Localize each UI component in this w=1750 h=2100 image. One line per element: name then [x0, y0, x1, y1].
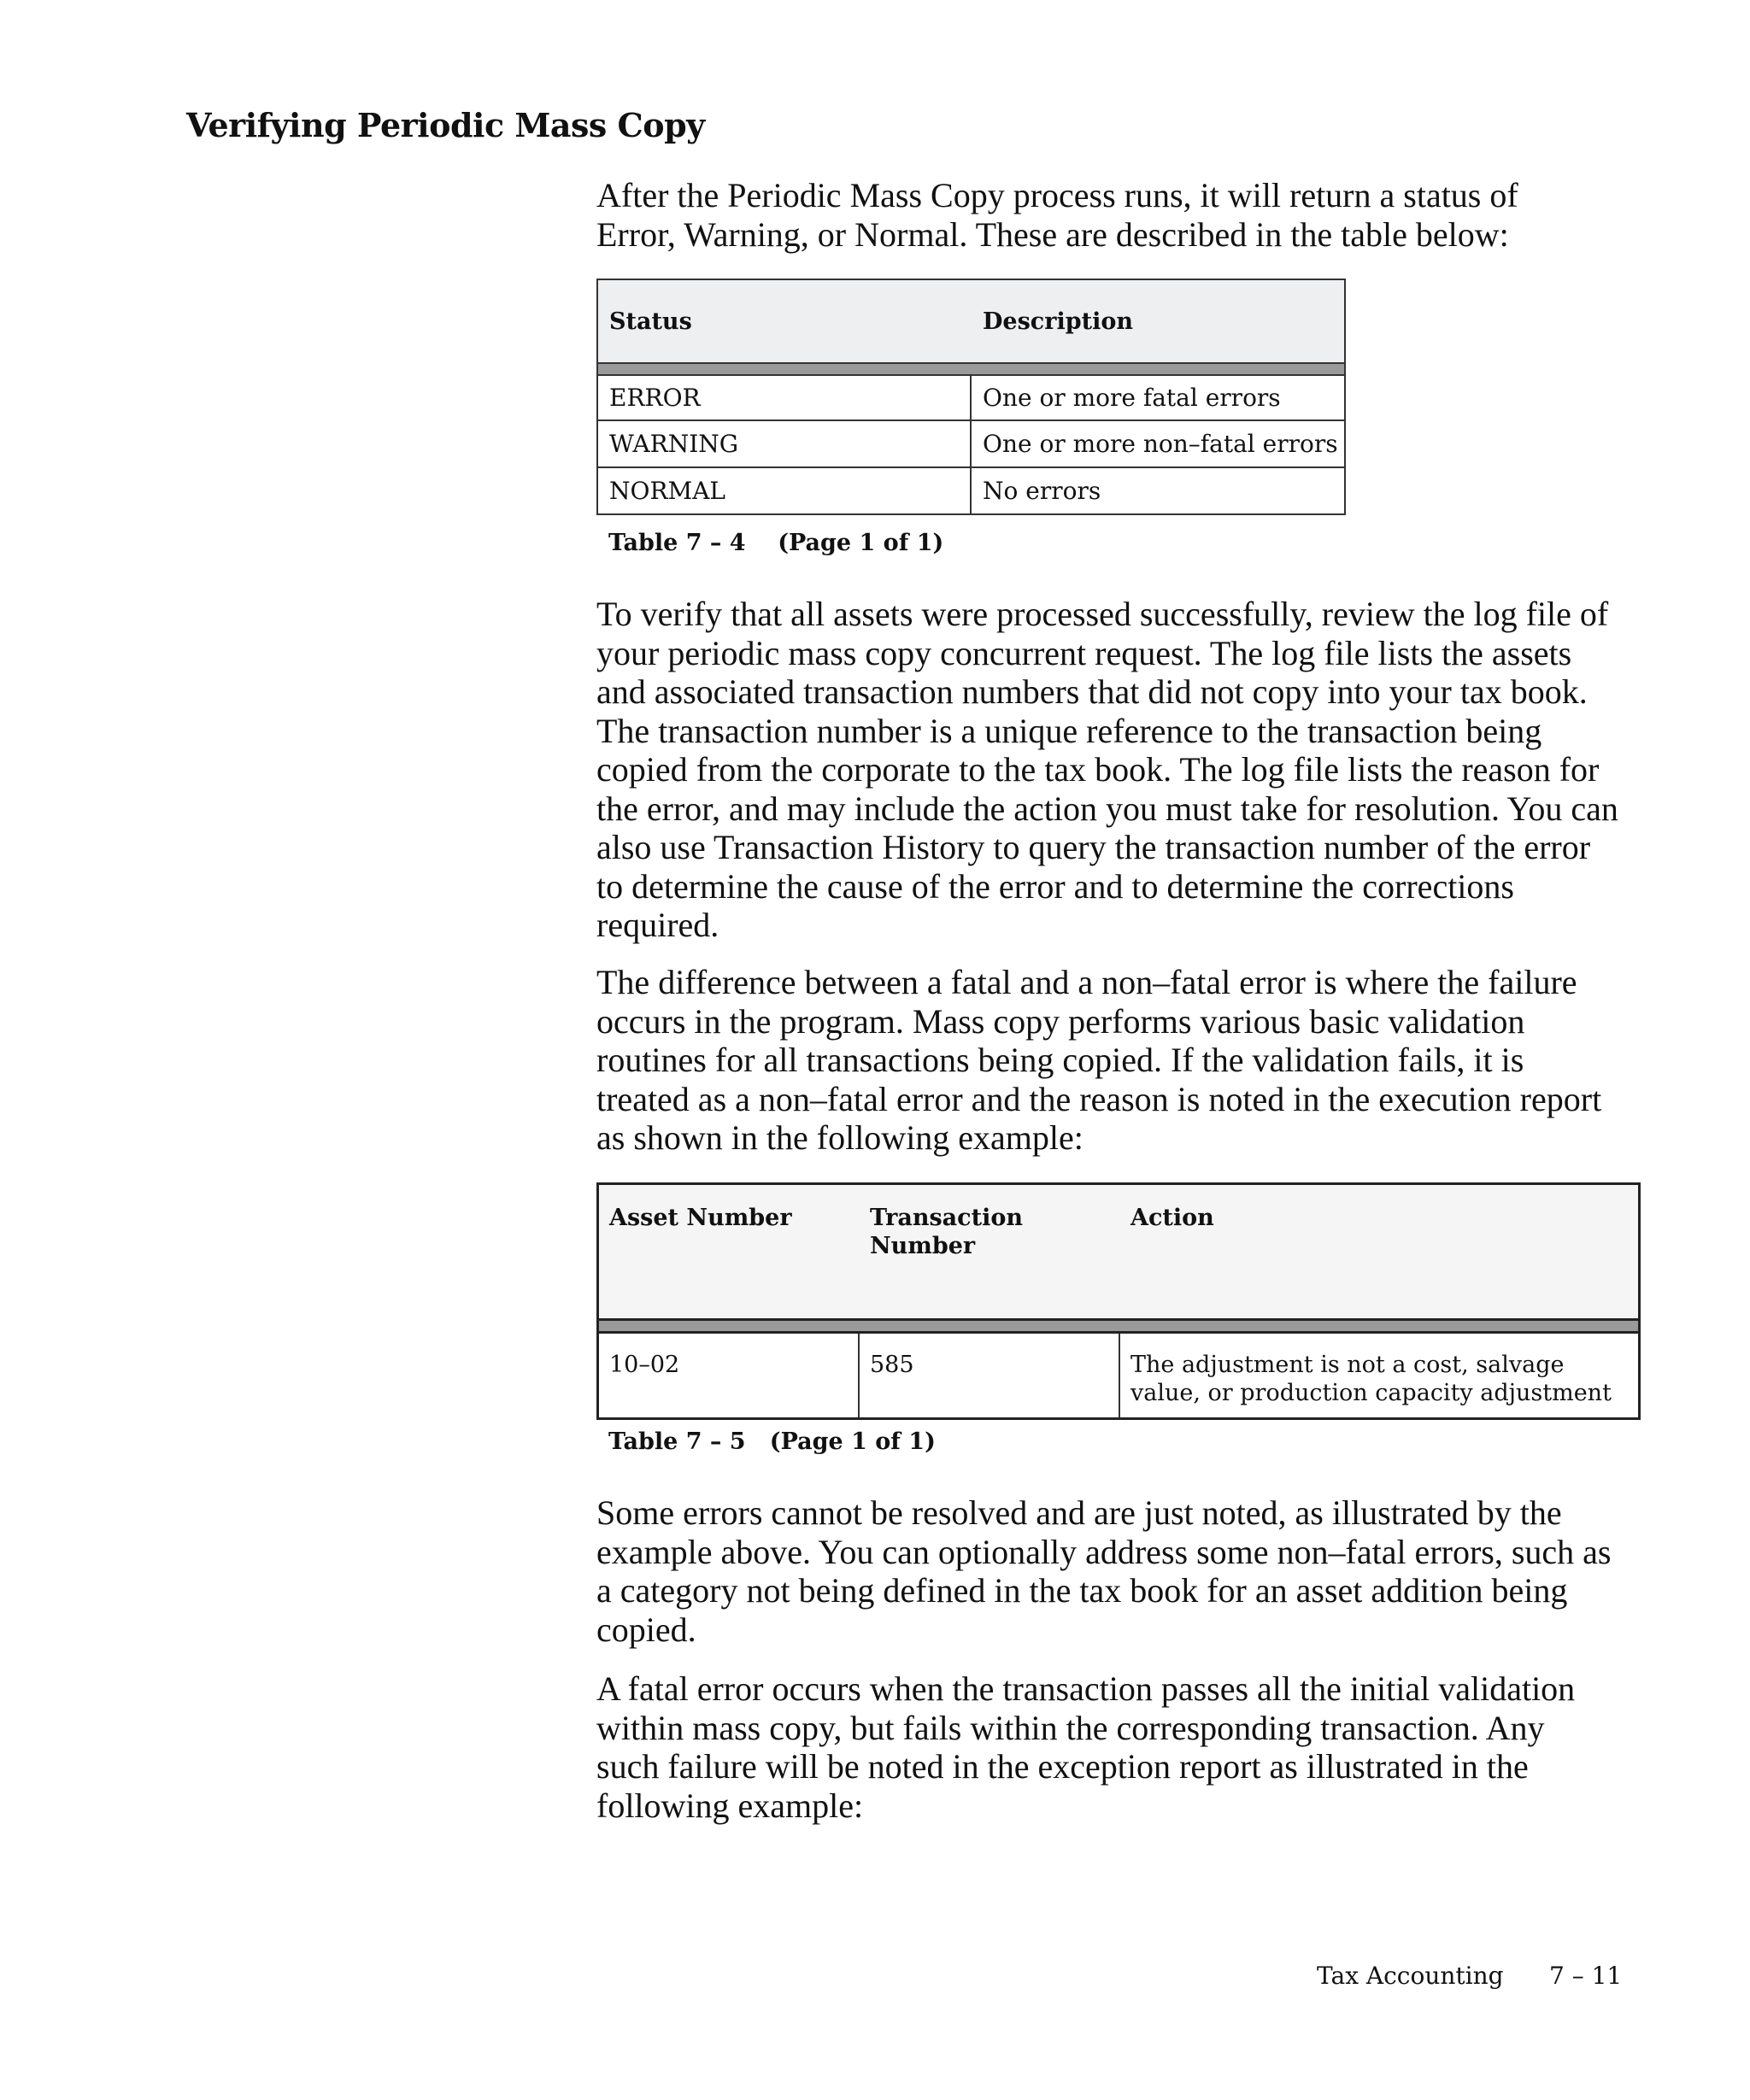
header-status: Status	[609, 308, 692, 335]
footer-page-number: 7 – 11	[1549, 1962, 1623, 1990]
paragraph-text: A fatal error occurs when the transaction passes all the initial validation within mass copy, but fails within the corresponding transaction. Any such failure will be noted in the exception report as illustrated in the following example:	[596, 1669, 1576, 1825]
table-row	[596, 1331, 1641, 1420]
header-transaction-number: Transaction Number	[870, 1205, 1023, 1259]
cell-asset-number: 10–02	[599, 1334, 860, 1417]
cell-transaction-number: 585	[860, 1334, 1120, 1417]
paragraph-intro	[596, 176, 1622, 254]
paragraph-text: The difference between a fatal and a non–fatal error is where the failure occurs in the program. Mass copy performs various basic validation routines for all transactions being copied. If the validation fails, it is treated as a non–fatal error and the reason is noted in the execution report as shown in the following example:	[596, 963, 1602, 1157]
header-description: Description	[983, 308, 1133, 335]
header-divider	[596, 364, 1346, 374]
paragraph-difference	[596, 963, 1622, 1158]
cell-description: No errors	[983, 477, 1101, 505]
paragraph-some-errors	[596, 1493, 1622, 1649]
footer-section: Tax Accounting	[1317, 1962, 1504, 1990]
table-header	[596, 279, 1346, 364]
paragraph-text: Some errors cannot be resolved and are just noted, as illustrated by the example above. You can optionally address some non–fatal errors, such as a category not being defined in the tax book for an asset addition being copied.	[596, 1493, 1612, 1649]
cell-status: ERROR	[598, 376, 972, 419]
cell-status: WARNING	[598, 421, 972, 466]
table-row	[596, 468, 1346, 515]
header-asset-number: Asset Number	[609, 1205, 792, 1231]
cell-action: The adjustment is not a cost, salvage value, or production capacity adjustment	[1130, 1352, 1612, 1406]
status-table	[596, 279, 1346, 515]
table-caption: Table 7 – 5 (Page 1 of 1)	[608, 1428, 936, 1455]
table-row	[596, 374, 1346, 421]
table-header	[596, 1182, 1641, 1321]
header-divider	[596, 1321, 1641, 1331]
paragraph-fatal	[596, 1669, 1622, 1825]
table-row	[596, 421, 1346, 468]
cell-status: NORMAL	[598, 468, 972, 513]
cell-description: One or more fatal errors	[983, 384, 1281, 412]
paragraph-verify	[596, 595, 1622, 945]
cell-description: One or more non–fatal errors	[983, 430, 1338, 458]
header-action: Action	[1130, 1205, 1214, 1231]
paragraph-text: To verify that all assets were processed successfully, review the log file of your periodic mass copy concurrent request. The log file lists the assets and associated transaction numbers that did not copy into your tax book. The transaction number is a unique reference to the transaction being copied from the corporate to the tax book. The log file lists the reason for the error, and may include the action you must take for resolution. You can also use Transaction History to query the transaction number of the error to determine the cause of the error and to determine the corrections required.	[596, 595, 1618, 944]
error-example-table	[596, 1182, 1641, 1420]
section-heading: Verifying Periodic Mass Copy	[186, 106, 705, 144]
table-caption: Table 7 – 4 (Page 1 of 1)	[608, 530, 944, 556]
paragraph-text: After the Periodic Mass Copy process runs, it will return a status of Error, Warning, or Normal. These are described in the table below:	[596, 176, 1518, 254]
